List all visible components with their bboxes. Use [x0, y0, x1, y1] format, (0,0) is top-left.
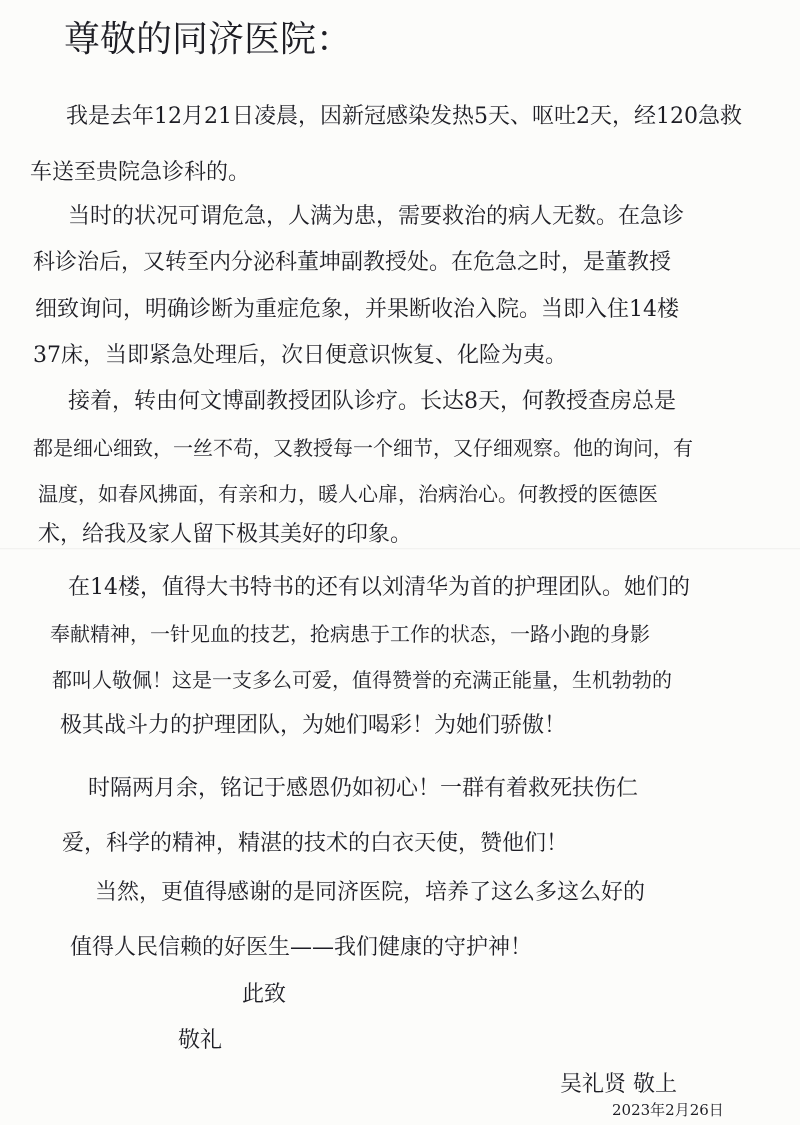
- letter-line: 值得人民信赖的好医生——我们健康的守护神！: [70, 935, 533, 960]
- letter-salutation: 尊敬的同济医院：: [64, 19, 353, 60]
- letter-line: 细致询问，明确诊断为重症危象，并果断收治入院。当即入住14楼: [35, 297, 679, 322]
- letter-line: 都是细心细致，一丝不苟，又教授每一个细节，又仔细观察。他的询问，有: [33, 436, 693, 460]
- letter-date: 2023年2月26日: [612, 1101, 724, 1119]
- letter-line: 在14楼，值得大书特书的还有以刘清华为首的护理团队。她们的: [68, 575, 690, 600]
- letter-line: 奉献精神，一针见血的技艺，抢病患于工作的状态，一路小跑的身影: [50, 622, 650, 646]
- letter-regards: 敬礼: [178, 1028, 223, 1053]
- letter-line: 都叫人敬佩！这是一支多么可爱，值得赞誉的充满正能量，生机勃勃的: [52, 668, 672, 692]
- letter-signature: 吴礼贤 敬上: [560, 1072, 677, 1097]
- letter-line: 37床，当即紧急处理后，次日便意识恢复、化险为夷。: [33, 343, 567, 368]
- letter-line: 温度，如春风拂面，有亲和力，暖人心扉，治病治心。何教授的医德医: [38, 482, 658, 506]
- letter-line: 时隔两月余，铭记于感恩仍如初心！一群有着救死扶伤仁: [88, 776, 639, 801]
- letter-closing: 此致: [242, 982, 287, 1007]
- letter-line: 接着，转由何文博副教授团队诊疗。长达8天，何教授查房总是: [68, 389, 676, 414]
- letter-line: 爱，科学的精神，精湛的技术的白衣天使，赞他们！: [62, 831, 569, 856]
- letter-line: 我是去年12月21日凌晨，因新冠感染发热5天、呕吐2天，经120急救: [66, 104, 742, 129]
- letter-line: 极其战斗力的护理团队，为她们喝彩！为她们骄傲！: [60, 713, 567, 738]
- letter-line: 当时的状况可谓危急，人满为患，需要救治的病人无数。在急诊: [68, 204, 685, 229]
- letter-line: 当然，更值得感谢的是同济医院，培养了这么多这么好的: [95, 880, 646, 905]
- letter-line: 术，给我及家人留下极其美好的印象。: [38, 522, 413, 547]
- letter-line: 车送至贵院急诊科的。: [30, 160, 251, 185]
- letter-line: 科诊治后，又转至内分泌科董坤副教授处。在危急之时，是董教授: [33, 250, 672, 275]
